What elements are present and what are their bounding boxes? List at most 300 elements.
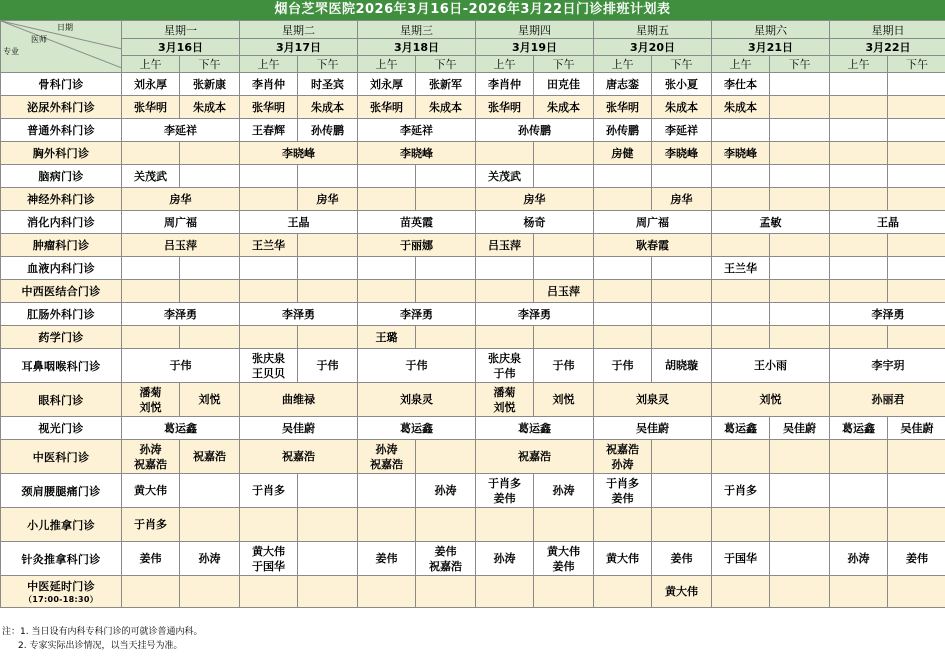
schedule-cell	[888, 165, 945, 188]
schedule-cell	[240, 417, 358, 440]
schedule-cell	[240, 303, 358, 326]
schedule-cell	[712, 474, 770, 508]
schedule-cell	[830, 234, 888, 257]
schedule-cell	[712, 542, 770, 576]
doctor-name: 黄大伟	[606, 552, 639, 565]
schedule-cell	[240, 73, 298, 96]
doctor-name: 姜伟	[139, 552, 162, 565]
schedule-cell	[240, 280, 298, 303]
schedule-cell	[298, 508, 358, 542]
department-label: 血液内科门诊	[27, 262, 95, 275]
schedule-cell	[712, 96, 770, 119]
schedule-cell	[594, 542, 652, 576]
schedule-cell	[770, 326, 830, 349]
schedule-cell	[888, 508, 945, 542]
department-name	[1, 303, 122, 326]
schedule-cell	[594, 73, 652, 96]
schedule-cell	[770, 303, 830, 326]
schedule-cell	[830, 73, 888, 96]
schedule-cell	[888, 542, 945, 576]
doctor-name: 于肖多	[606, 476, 639, 490]
schedule-cell	[358, 349, 476, 383]
schedule-cell	[594, 576, 652, 608]
doctor-name: 周广福	[164, 215, 197, 229]
schedule-cell	[594, 165, 652, 188]
weekday-header: 星期六	[712, 21, 830, 39]
doctor-name: 孙传鹏	[518, 123, 551, 137]
schedule-cell	[298, 280, 358, 303]
schedule-cell	[534, 280, 594, 303]
schedule-cell	[534, 234, 594, 257]
schedule-cell	[770, 96, 830, 119]
schedule-cell	[652, 440, 712, 474]
schedule-cell	[358, 542, 416, 576]
schedule-cell	[122, 211, 240, 234]
doctor-name: 于伟	[169, 359, 192, 372]
doctor-name: 李晓峰	[724, 146, 757, 160]
doctor-name: 于丽娜	[400, 238, 433, 252]
schedule-cell	[122, 349, 240, 383]
schedule-cell	[534, 96, 594, 119]
schedule-cell	[358, 508, 416, 542]
doctor-name: 于肖多	[724, 484, 757, 497]
schedule-cell	[358, 303, 476, 326]
doctor-name: 孙涛	[198, 552, 221, 565]
schedule-cell	[712, 383, 830, 417]
schedule-cell	[534, 257, 594, 280]
schedule-cell	[240, 326, 298, 349]
schedule-cell	[652, 349, 712, 383]
doctor-name: 孙传鹏	[311, 123, 344, 137]
doctor-name: 葛运鑫	[724, 421, 757, 435]
schedule-cell	[770, 257, 830, 280]
schedule-cell	[476, 326, 534, 349]
department-label: 泌尿外科门诊	[27, 101, 95, 114]
doctor-name: 朱成本	[429, 100, 462, 114]
schedule-cell	[122, 188, 240, 211]
doctor-name: 孙涛	[434, 484, 457, 497]
weekday-header: 星期三	[358, 21, 476, 39]
doctor-name: 张华明	[488, 100, 521, 114]
doctor-name: 孙涛	[139, 442, 162, 456]
session-am-header: 上午	[240, 56, 298, 73]
schedule-cell	[122, 417, 240, 440]
schedule-cell	[476, 188, 594, 211]
schedule-cell	[712, 349, 830, 383]
corner-specialty-label: 专业	[3, 47, 19, 56]
session-pm-header: 下午	[770, 56, 830, 73]
schedule-cell	[476, 508, 534, 542]
schedule-cell	[770, 165, 830, 188]
schedule-cell	[534, 474, 594, 508]
schedule-cell	[594, 119, 652, 142]
schedule-cell	[712, 73, 770, 96]
date-header: 3月20日	[594, 39, 712, 56]
doctor-name: 李晓峰	[665, 146, 698, 160]
schedule-cell	[888, 234, 945, 257]
doctor-name: 李延祥	[665, 123, 698, 137]
schedule-cell	[652, 165, 712, 188]
schedule-cell	[358, 165, 416, 188]
doctor-name: 朱成本	[724, 100, 757, 114]
schedule-table	[0, 20, 945, 608]
schedule-cell	[358, 440, 416, 474]
schedule-cell	[476, 303, 594, 326]
schedule-row	[1, 142, 945, 165]
schedule-cell	[594, 142, 652, 165]
schedule-cell	[830, 349, 945, 383]
schedule-cell	[534, 165, 594, 188]
schedule-cell	[888, 96, 945, 119]
schedule-row	[1, 383, 945, 417]
schedule-cell	[122, 508, 180, 542]
schedule-cell	[180, 257, 240, 280]
doctor-name: 李泽勇	[400, 307, 433, 321]
schedule-cell	[240, 188, 298, 211]
schedule-cell	[180, 165, 240, 188]
doctor-name: 于国华	[252, 559, 285, 573]
department-label: 消化内科门诊	[27, 216, 95, 229]
schedule-cell	[122, 474, 180, 508]
session-am-header: 上午	[594, 56, 652, 73]
department-name	[1, 96, 122, 119]
session-am-header: 上午	[830, 56, 888, 73]
schedule-cell	[416, 280, 476, 303]
schedule-cell	[534, 383, 594, 417]
header-row-date	[1, 39, 945, 56]
footnote-2: 2. 专家实际出诊情况，以当天挂号为准。	[18, 641, 183, 651]
doctor-name: 刘悦	[139, 400, 162, 414]
department-name	[1, 119, 122, 142]
schedule-cell	[180, 96, 240, 119]
schedule-cell	[476, 474, 534, 508]
date-header: 3月21日	[712, 39, 830, 56]
doctor-name: 于伟	[493, 366, 516, 380]
department-name	[1, 165, 122, 188]
schedule-cell	[416, 326, 476, 349]
doctor-name: 姜伟	[611, 491, 634, 505]
header-row-session	[1, 56, 945, 73]
department-label: 骨科门诊	[38, 78, 84, 91]
schedule-cell	[240, 383, 358, 417]
department-name	[1, 73, 122, 96]
schedule-cell	[594, 188, 652, 211]
doctor-name: 李仕本	[724, 77, 757, 91]
doctor-name: 张新军	[429, 77, 462, 91]
department-label: 药学门诊	[38, 331, 84, 344]
doctor-name: 朱成本	[547, 100, 580, 114]
department-name	[1, 440, 122, 474]
schedule-cell	[534, 542, 594, 576]
schedule-cell	[770, 474, 830, 508]
schedule-cell	[298, 165, 358, 188]
schedule-cell	[358, 234, 476, 257]
schedule-cell	[180, 280, 240, 303]
doctor-name: 黄大伟	[252, 544, 285, 558]
doctor-name: 孙传鹏	[606, 123, 639, 137]
schedule-cell	[770, 542, 830, 576]
schedule-cell	[594, 508, 652, 542]
doctor-name: 李泽勇	[164, 307, 197, 321]
schedule-cell	[476, 417, 594, 440]
schedule-cell	[770, 119, 830, 142]
date-header: 3月17日	[240, 39, 358, 56]
schedule-row	[1, 211, 945, 234]
schedule-cell	[652, 73, 712, 96]
department-label: 肛肠外科门诊	[27, 308, 95, 321]
doctor-name: 吴佳蔚	[783, 421, 816, 435]
department-name	[1, 576, 122, 608]
schedule-cell	[240, 542, 298, 576]
doctor-name: 周广福	[636, 215, 669, 229]
doctor-name: 孙涛	[847, 552, 870, 565]
doctor-name: 祝嘉浩	[606, 442, 639, 456]
department-label: 眼科门诊	[38, 393, 84, 407]
weekday-header: 星期四	[476, 21, 594, 39]
schedule-cell	[594, 417, 712, 440]
session-pm-header: 下午	[534, 56, 594, 73]
schedule-row	[1, 576, 945, 608]
doctor-name: 王春辉	[252, 123, 285, 137]
schedule-cell	[712, 508, 770, 542]
schedule-cell	[652, 280, 712, 303]
schedule-cell	[122, 440, 180, 474]
doctor-name: 房华	[670, 192, 693, 206]
schedule-cell	[298, 257, 358, 280]
schedule-cell	[830, 542, 888, 576]
doctor-name: 王贝贝	[252, 366, 285, 380]
department-label: 脑病门诊	[38, 170, 84, 183]
doctor-name: 于国华	[724, 552, 757, 565]
doctor-name: 王兰华	[724, 261, 757, 275]
doctor-name: 张新康	[193, 77, 226, 91]
schedule-cell	[830, 417, 888, 440]
schedule-cell	[240, 234, 298, 257]
doctor-name: 吕玉萍	[164, 238, 197, 252]
page-title: 烟台芝罘医院2026年3月16日-2026年3月22日门诊排班计划表	[0, 0, 945, 20]
date-header: 3月22日	[830, 39, 945, 56]
doctor-name: 潘菊	[493, 385, 516, 399]
schedule-cell	[534, 142, 594, 165]
doctor-name: 葛运鑫	[518, 421, 551, 435]
schedule-cell	[652, 326, 712, 349]
schedule-cell	[476, 165, 534, 188]
doctor-name: 关茂武	[488, 169, 521, 183]
schedule-cell	[358, 96, 416, 119]
doctor-name: 潘菊	[139, 385, 162, 399]
department-label: 针灸推拿科门诊	[21, 552, 101, 566]
doctor-name: 唐志銮	[606, 77, 639, 91]
schedule-cell	[594, 349, 652, 383]
corner-doctor-label: 医师	[31, 35, 47, 44]
doctor-name: 刘悦	[493, 400, 516, 414]
schedule-cell	[298, 576, 358, 608]
schedule-cell	[830, 474, 888, 508]
schedule-cell	[594, 474, 652, 508]
schedule-cell	[770, 280, 830, 303]
schedule-cell	[652, 576, 712, 608]
schedule-cell	[122, 326, 180, 349]
schedule-cell	[830, 257, 888, 280]
schedule-cell	[888, 576, 945, 608]
schedule-cell	[712, 326, 770, 349]
schedule-cell	[122, 383, 180, 417]
schedule-cell	[416, 508, 476, 542]
schedule-cell	[240, 142, 358, 165]
schedule-cell	[358, 417, 476, 440]
doctor-name: 李晓峰	[400, 146, 433, 160]
schedule-cell	[476, 576, 534, 608]
schedule-row	[1, 73, 945, 96]
department-name	[1, 257, 122, 280]
header-corner	[1, 21, 122, 73]
department-label: 神经外科门诊	[27, 193, 95, 206]
schedule-cell	[476, 211, 594, 234]
doctor-name: 李晓峰	[282, 146, 315, 160]
department-label: 胸外科门诊	[32, 147, 90, 160]
schedule-cell	[358, 326, 416, 349]
department-label: 颈肩腰腿痛门诊	[21, 484, 101, 498]
schedule-row	[1, 257, 945, 280]
schedule-cell	[122, 257, 180, 280]
doctor-name: 黄大伟	[665, 585, 698, 598]
schedule-cell	[594, 257, 652, 280]
doctor-name: 于肖多	[134, 518, 167, 531]
schedule-cell	[122, 165, 180, 188]
schedule-cell	[712, 280, 770, 303]
schedule-cell	[594, 234, 712, 257]
doctor-name: 李泽勇	[871, 307, 905, 321]
doctor-name: 刘悦	[552, 393, 575, 406]
doctor-name: 孙丽君	[871, 393, 905, 406]
schedule-cell	[358, 73, 416, 96]
schedule-row	[1, 474, 945, 508]
department-label: 肿瘤科门诊	[32, 239, 90, 252]
department-name	[1, 280, 122, 303]
doctor-name: 姜伟	[670, 552, 693, 565]
doctor-name: 李肖仲	[488, 77, 521, 91]
schedule-cell	[830, 188, 888, 211]
schedule-cell	[122, 542, 180, 576]
doctor-name: 姜伟	[552, 559, 575, 573]
schedule-cell	[416, 440, 476, 474]
doctor-name: 黄大伟	[134, 484, 167, 497]
doctor-name: 李肖仲	[252, 77, 285, 91]
schedule-cell	[534, 73, 594, 96]
doctor-name: 刘悦	[198, 393, 221, 406]
doctor-name: 朱成本	[311, 100, 344, 114]
schedule-cell	[180, 508, 240, 542]
schedule-cell	[298, 119, 358, 142]
schedule-cell	[830, 326, 888, 349]
doctor-name: 刘泉灵	[400, 393, 433, 406]
session-pm-header: 下午	[888, 56, 945, 73]
doctor-name: 孙涛	[552, 484, 575, 497]
schedule-cell	[180, 440, 240, 474]
weekday-header: 星期二	[240, 21, 358, 39]
schedule-cell	[358, 142, 476, 165]
schedule-row	[1, 508, 945, 542]
department-name	[1, 349, 122, 383]
schedule-cell	[652, 119, 712, 142]
schedule-cell	[830, 383, 945, 417]
schedule-cell	[180, 474, 240, 508]
doctor-name: 张华明	[252, 100, 285, 114]
schedule-cell	[476, 234, 534, 257]
schedule-cell	[594, 303, 652, 326]
department-name	[1, 188, 122, 211]
schedule-cell	[888, 119, 945, 142]
schedule-cell	[122, 142, 180, 165]
schedule-cell	[180, 576, 240, 608]
doctor-name: 房华	[169, 192, 192, 206]
schedule-row	[1, 96, 945, 119]
doctor-name: 王晶	[287, 215, 310, 229]
doctor-name: 于伟	[316, 359, 339, 372]
schedule-cell	[888, 142, 945, 165]
schedule-cell	[712, 440, 770, 474]
doctor-name: 王璐	[375, 330, 398, 344]
schedule-cell	[180, 73, 240, 96]
schedule-cell	[830, 142, 888, 165]
doctor-name: 姜伟	[375, 552, 398, 565]
schedule-cell	[476, 257, 534, 280]
schedule-cell	[652, 96, 712, 119]
doctor-name: 张华明	[606, 100, 639, 114]
doctor-name: 朱成本	[193, 100, 226, 114]
schedule-cell	[476, 542, 534, 576]
department-label: 视光门诊	[38, 422, 84, 435]
weekday-header: 星期一	[122, 21, 240, 39]
schedule-cell	[358, 211, 476, 234]
doctor-name: 李宇玥	[871, 359, 905, 372]
schedule-cell	[770, 73, 830, 96]
schedule-cell	[416, 474, 476, 508]
schedule-cell	[534, 508, 594, 542]
doctor-name: 于伟	[405, 359, 428, 372]
schedule-cell	[240, 576, 298, 608]
doctor-name: 刘泉灵	[636, 393, 669, 406]
doctor-name: 张庆泉	[488, 351, 521, 365]
schedule-cell	[416, 542, 476, 576]
doctor-name: 胡晓璇	[665, 359, 698, 372]
department-label: 中医科门诊	[32, 450, 90, 464]
doctor-name: 耿春霞	[636, 238, 669, 252]
schedule-cell	[652, 542, 712, 576]
schedule-row	[1, 349, 945, 383]
schedule-cell	[240, 96, 298, 119]
department-name	[1, 474, 122, 508]
schedule-cell	[476, 349, 534, 383]
schedule-row	[1, 303, 945, 326]
schedule-cell	[476, 383, 534, 417]
doctor-name: 李延祥	[164, 123, 197, 137]
schedule-cell	[416, 165, 476, 188]
schedule-cell	[180, 542, 240, 576]
schedule-cell	[888, 474, 945, 508]
schedule-cell	[712, 165, 770, 188]
schedule-cell	[594, 440, 652, 474]
schedule-cell	[830, 576, 888, 608]
schedule-cell	[122, 96, 180, 119]
schedule-cell	[712, 576, 770, 608]
date-header: 3月18日	[358, 39, 476, 56]
schedule-cell	[180, 142, 240, 165]
session-am-header: 上午	[476, 56, 534, 73]
schedule-cell	[652, 508, 712, 542]
session-pm-header: 下午	[652, 56, 712, 73]
session-am-header: 上午	[712, 56, 770, 73]
